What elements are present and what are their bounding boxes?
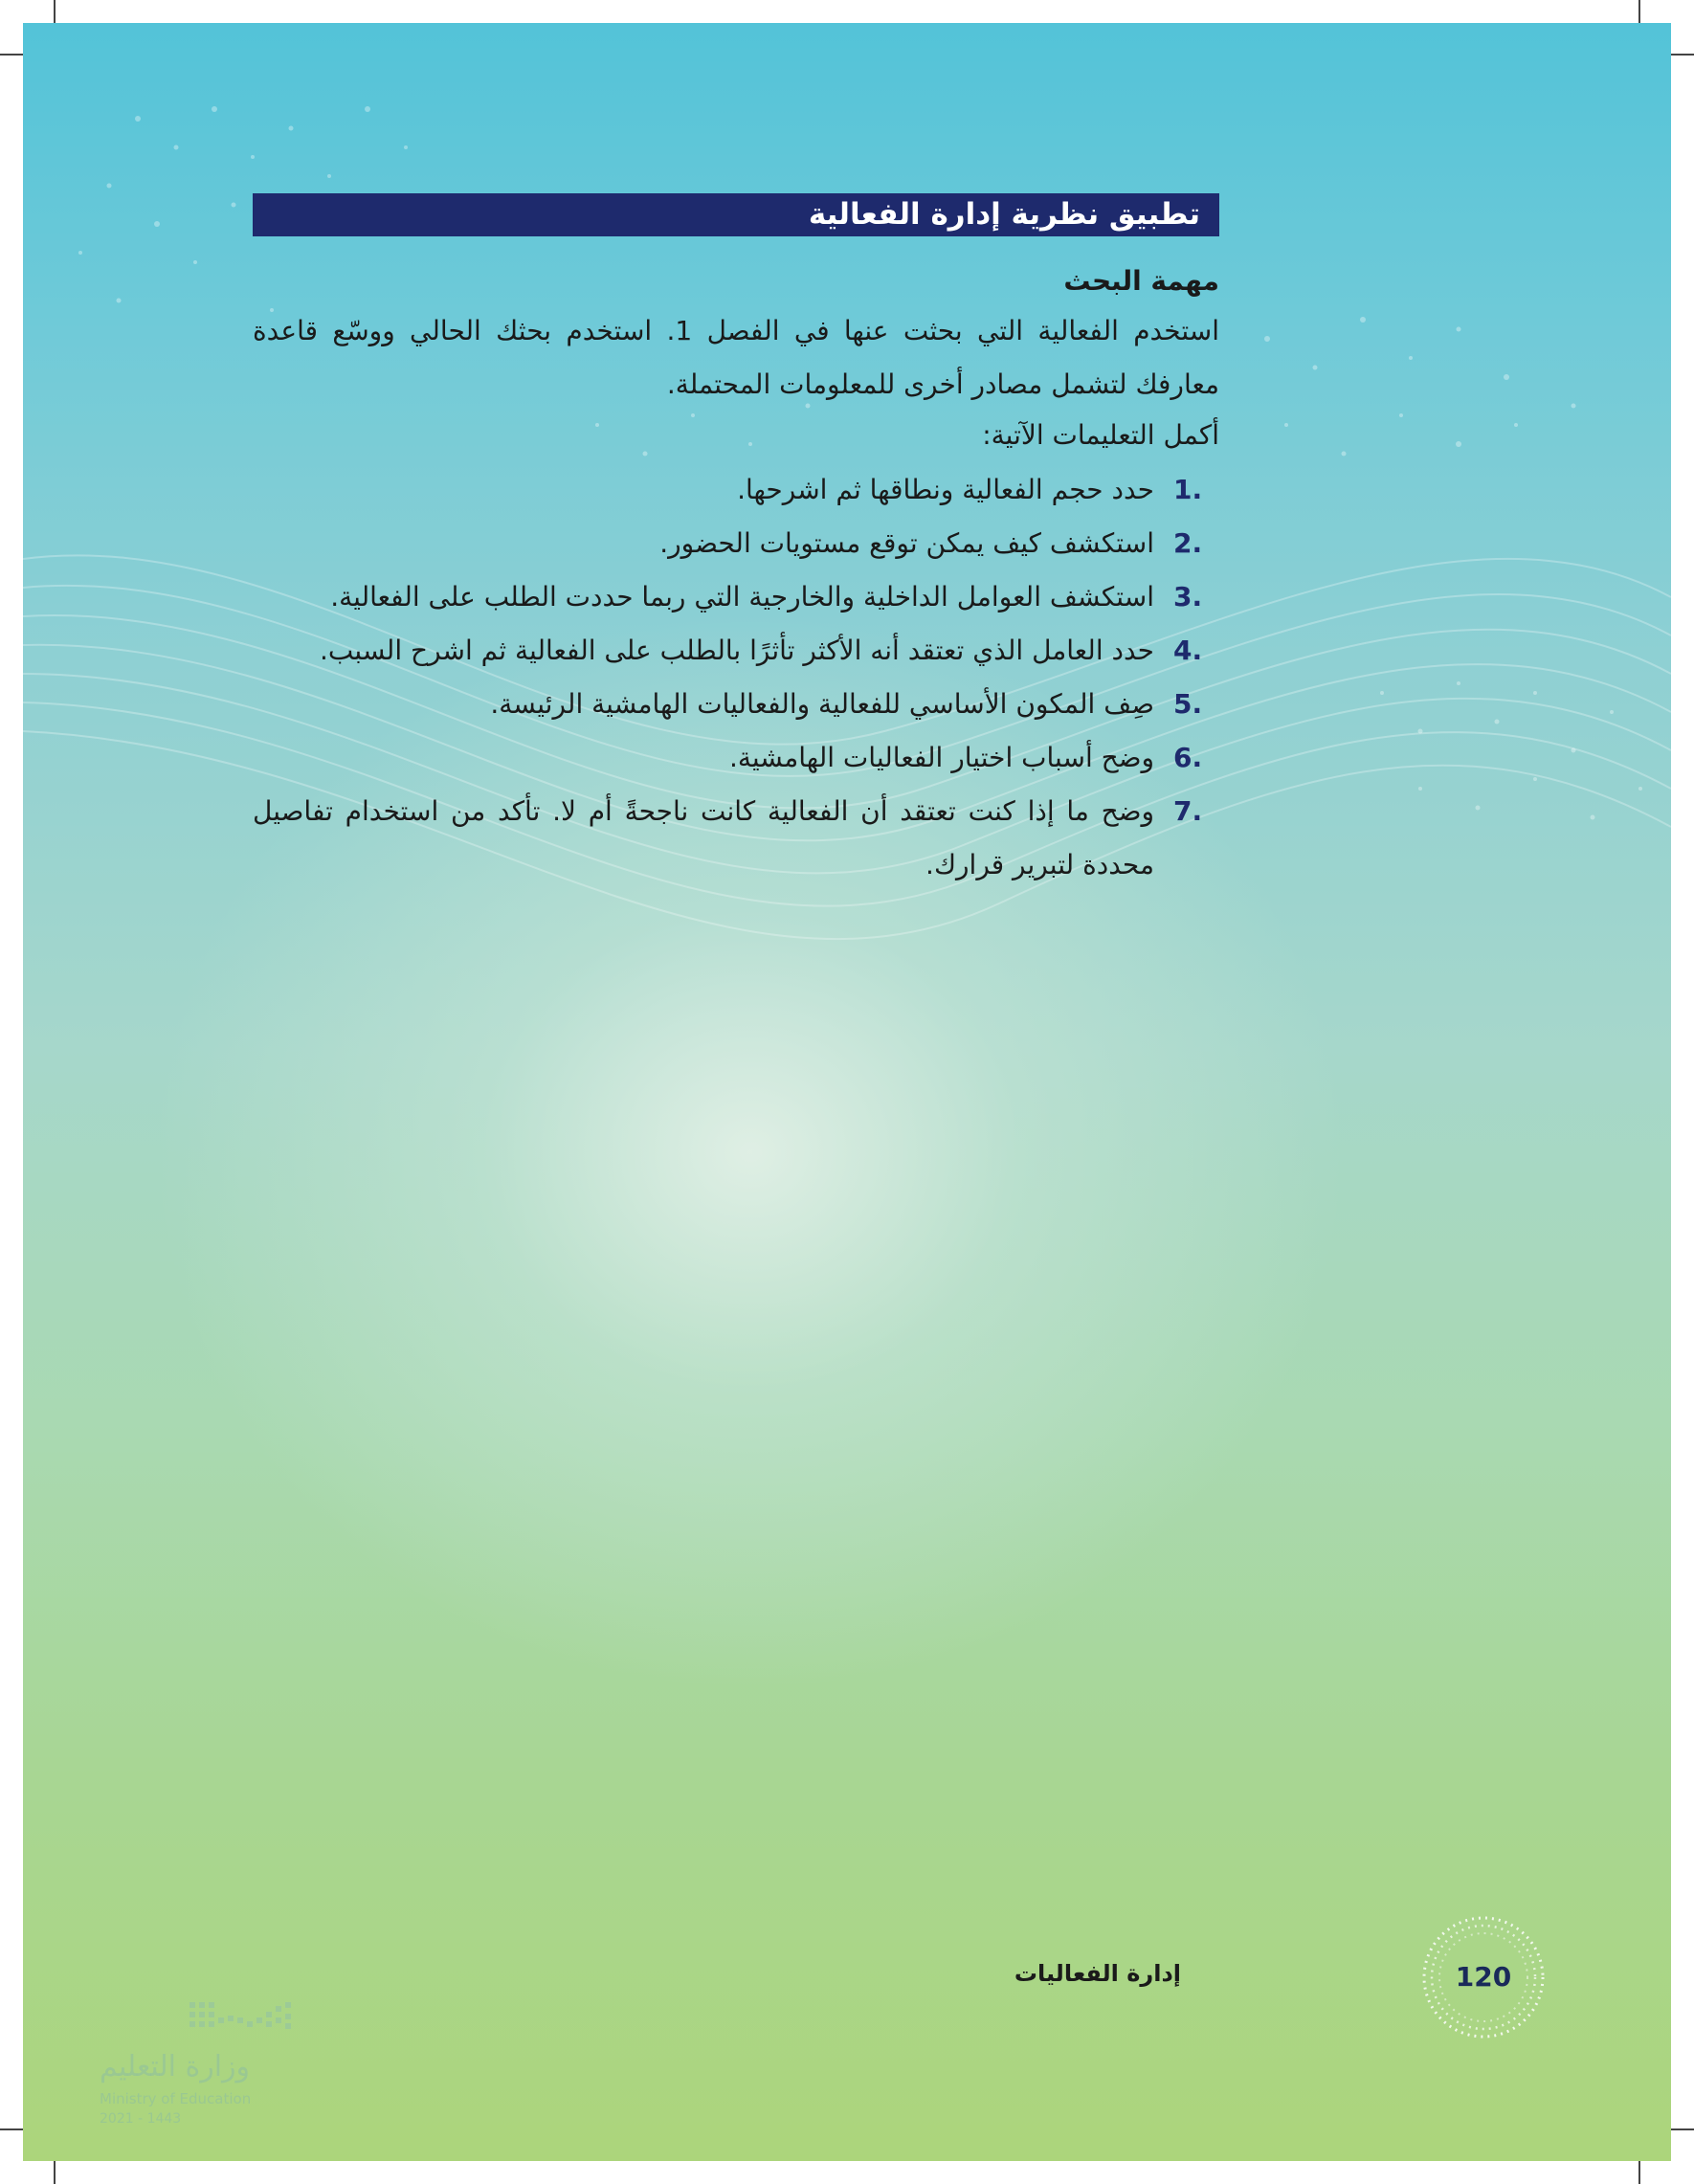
item-number: 4. <box>1173 635 1203 666</box>
item-number: 3. <box>1173 581 1203 613</box>
item-text: استكشف كيف يمكن توقع مستويات الحضور. <box>659 527 1154 559</box>
item-number: 7. <box>1173 795 1203 827</box>
section-title: تطبيق نظرية إدارة الفعالية <box>253 193 1219 236</box>
ministry-name-english: Ministry of Education <box>100 2090 252 2107</box>
item-number: 2. <box>1173 527 1203 559</box>
list-item <box>253 731 1219 785</box>
page-number-badge <box>1420 1914 1547 2040</box>
item-number: 1. <box>1173 474 1203 505</box>
list-item <box>253 785 1219 892</box>
instructions-heading: أكمل التعليمات الآتية: <box>982 419 1219 451</box>
item-text: حدد حجم الفعالية ونطاقها ثم اشرحها. <box>737 474 1154 505</box>
subtitle: مهمة البحث <box>1063 265 1219 297</box>
list-item <box>253 624 1219 678</box>
page-number: 120 <box>1455 1961 1512 1993</box>
ministry-name-arabic: وزارة التعليم <box>100 2050 251 2084</box>
item-text: وضح أسباب اختيار الفعاليات الهامشية. <box>728 742 1154 773</box>
content <box>253 260 1219 892</box>
item-text: حدد العامل الذي تعتقد أنه الأكثر تأثرًا بالطلب على الفعالية ثم اشرح السبب. <box>319 635 1154 666</box>
list-item <box>253 678 1219 731</box>
intro-paragraph: استخدم الفعالية التي بحثت عنها في الفصل 1. استخدم بحثك الحالي ووسّع قاعدة معارفك لتشمل مصادر أخرى للمعلومات المحتملة. <box>253 315 1220 400</box>
list-item <box>253 570 1219 624</box>
item-number: 6. <box>1173 742 1203 773</box>
chapter-title: إدارة الفعاليات <box>1014 1960 1181 1987</box>
item-number: 5. <box>1173 688 1203 720</box>
list-item <box>253 463 1219 517</box>
item-text: وضح ما إذا كنت تعتقد أن الفعالية كانت ناجحةً أم لا. تأكد من استخدام تفاصيل محددة لتبرير قرارك. <box>253 795 1154 880</box>
page <box>23 23 1671 2161</box>
item-text: صِف المكون الأساسي للفعالية والفعاليات الهامشية الرئيسة. <box>490 688 1154 720</box>
item-text: استكشف العوامل الداخلية والخارجية التي ربما حددت الطلب على الفعالية. <box>330 581 1154 613</box>
ministry-year: 2021 - 1443 <box>100 2111 182 2127</box>
instructions-list <box>253 463 1219 892</box>
list-item <box>253 517 1219 570</box>
